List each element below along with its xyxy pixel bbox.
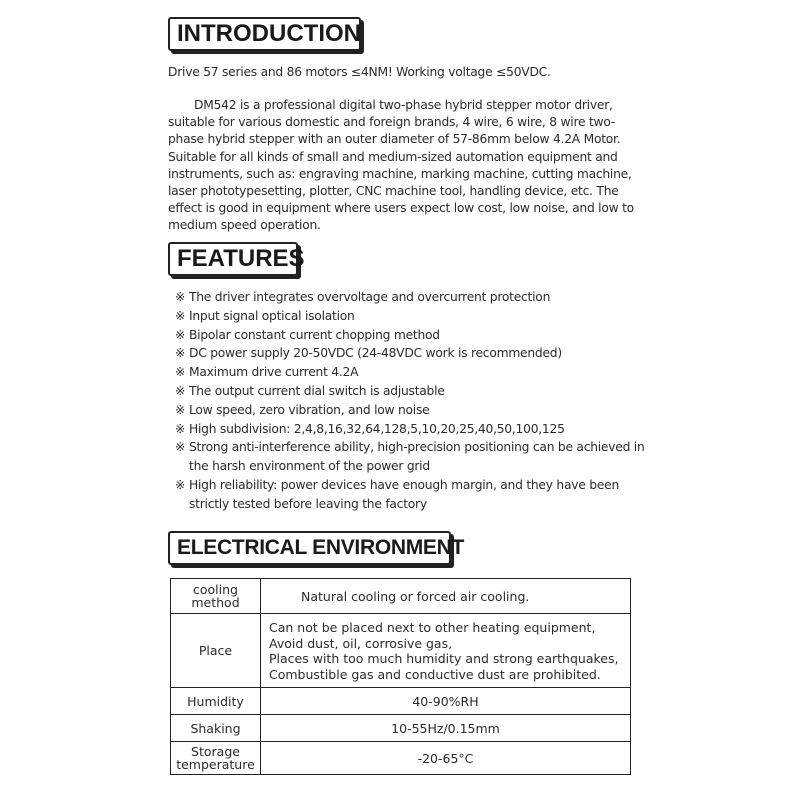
features-list xyxy=(175,288,645,514)
electrical-environment-table xyxy=(170,578,631,775)
reference-mark-icon: ※ xyxy=(175,440,186,455)
table-row xyxy=(171,715,631,742)
feature-item: ※ DC power supply 20-50VDC (24-48VDC work is recommended) xyxy=(175,344,645,363)
row-label-cooling: cooling method xyxy=(171,579,261,614)
intro-description xyxy=(168,97,648,235)
feature-item: ※ Maximum drive current 4.2A xyxy=(175,363,645,382)
row-label-shaking: Shaking xyxy=(171,715,261,742)
reference-mark-icon: ※ xyxy=(175,365,186,380)
row-label-place: Place xyxy=(171,614,261,688)
row-label-humidity: Humidity xyxy=(171,688,261,715)
reference-mark-icon: ※ xyxy=(175,402,186,417)
feature-item: ※ Bipolar constant current chopping method xyxy=(175,326,645,345)
table-row xyxy=(171,688,631,715)
feature-item: ※ High subdivision: 2,4,8,16,32,64,128,5,10,20,25,40,50,100,125 xyxy=(175,420,645,439)
feature-item: ※ Strong anti-interference ability, high-precision positioning can be achieved in the harsh environment of the power grid xyxy=(175,440,645,474)
row-value-cooling: Natural cooling or forced air cooling. xyxy=(261,579,631,614)
reference-mark-icon: ※ xyxy=(175,327,186,342)
feature-item: ※ Input signal optical isolation xyxy=(175,307,645,326)
feature-item: ※ Low speed, zero vibration, and low noise xyxy=(175,401,645,420)
table-row xyxy=(171,579,631,614)
row-value-storage-temperature: -20-65°C xyxy=(261,742,631,775)
feature-item: ※ The driver integrates overvoltage and overcurrent protection xyxy=(175,288,645,307)
table-row xyxy=(171,742,631,775)
row-label-storage-temperature: Storage temperature xyxy=(171,742,261,775)
row-value-shaking: 10-55Hz/0.15mm xyxy=(261,715,631,742)
reference-mark-icon: ※ xyxy=(175,346,186,361)
reference-mark-icon: ※ xyxy=(175,308,186,323)
intro-description-text: DM542 is a professional digital two-phase hybrid stepper motor driver, suitable for various domestic and foreign brands, 4 wire, 6 wire, 8 wire two-phase hybrid stepper with an outer diameter of 57-86mm below 4.2A Motor. Suitable for all kinds of small and medium-sized automation equipment and instruments, such as: engraving machine, marking machine, cutting machine, laser phototypesetting, plotter, CNC machine tool, handling device, etc. The effect is good in equipment where users expect low cost, low noise, and low to medium speed operation. xyxy=(168,98,634,233)
reference-mark-icon: ※ xyxy=(175,421,186,436)
table-row xyxy=(171,614,631,688)
features-heading: FEATURES xyxy=(168,242,298,276)
intro-summary-line: Drive 57 series and 86 motors ≤4NM! Working voltage ≤50VDC. xyxy=(168,65,551,79)
electrical-environment-heading: ELECTRICAL ENVIRONMENT xyxy=(168,531,451,565)
row-value-humidity: 40-90%RH xyxy=(261,688,631,715)
row-value-place: Can not be placed next to other heating equipment, Avoid dust, oil, corrosive gas, Places with too much humidity and strong earthquakes, Combustible gas and conductive dust are prohibited. xyxy=(261,614,631,688)
reference-mark-icon: ※ xyxy=(175,383,186,398)
feature-item: ※ High reliability: power devices have enough margin, and they have been strictly tested before leaving the factory xyxy=(175,477,619,511)
reference-mark-icon: ※ xyxy=(175,477,186,492)
introduction-heading: INTRODUCTION xyxy=(168,17,361,51)
feature-item: ※ The output current dial switch is adjustable xyxy=(175,382,645,401)
reference-mark-icon: ※ xyxy=(175,290,186,304)
